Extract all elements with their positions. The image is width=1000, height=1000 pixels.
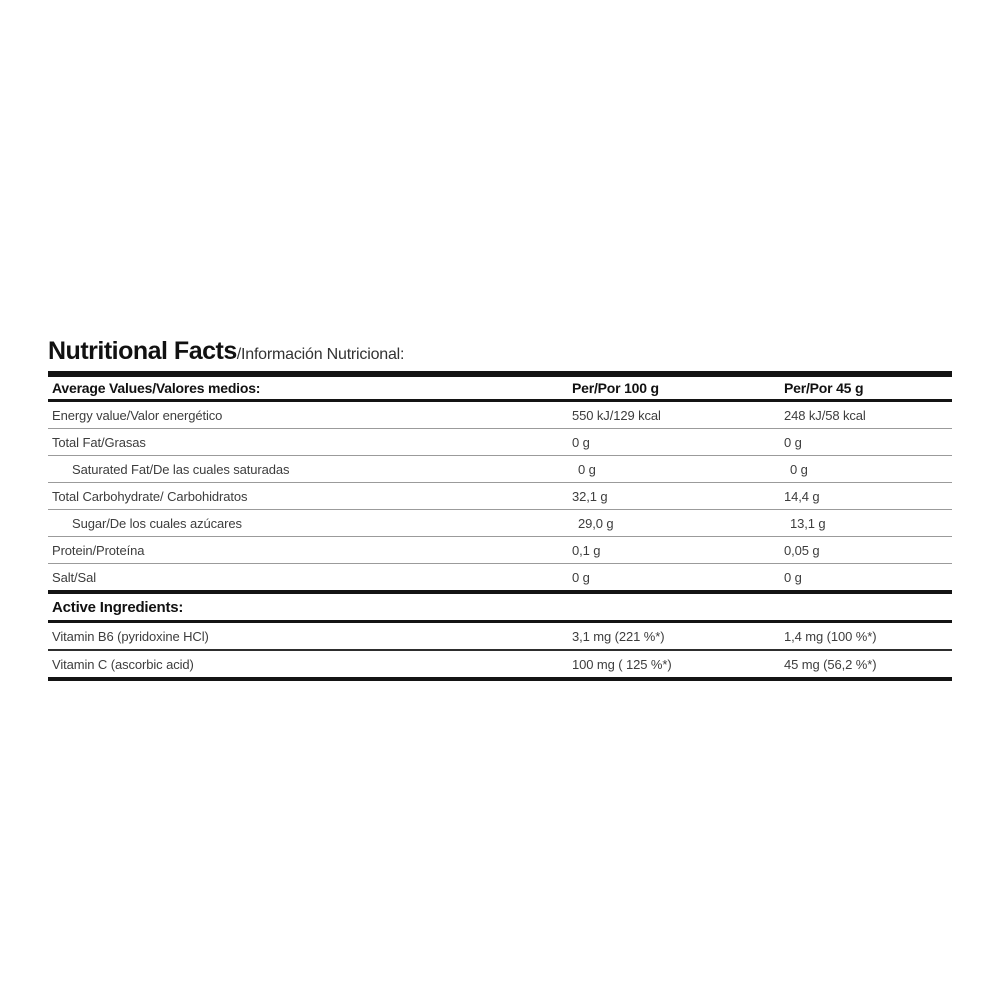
table-row-salt (48, 564, 952, 594)
active-ingredients-header (48, 594, 952, 623)
row-per45g-value: 45 mg (56,2 %*) (784, 656, 877, 672)
header-per-45g: Per/Por 45 g (784, 380, 864, 396)
active-ingredients-title: Active Ingredients: (52, 598, 184, 616)
row-label: Total Fat/Grasas (52, 434, 146, 450)
table-row-vitamin-c (48, 651, 952, 681)
row-per100g-value: 550 kJ/129 kcal (572, 407, 661, 423)
row-per100g-value: 32,1 g (572, 488, 608, 504)
row-per100g-value: 29,0 g (578, 515, 614, 531)
table-row-total-carbohydrate (48, 483, 952, 510)
row-per100g-value: 0 g (572, 434, 590, 450)
table-row-protein (48, 537, 952, 564)
row-per100g-value: 0,1 g (572, 542, 601, 558)
row-per45g-value: 0 g (784, 434, 802, 450)
row-per100g-value: 100 mg ( 125 %*) (572, 656, 672, 672)
table-row-energy (48, 402, 952, 429)
row-label: Protein/Proteína (52, 542, 145, 558)
table-row-vitamin-b6 (48, 623, 952, 651)
row-label: Energy value/Valor energético (52, 407, 223, 423)
row-per45g-value: 0 g (784, 569, 802, 585)
table-row-total-fat (48, 429, 952, 456)
table-row-sugar (48, 510, 952, 537)
row-label: Vitamin B6 (pyridoxine HCl) (52, 628, 209, 644)
header-per-100g: Per/Por 100 g (572, 380, 659, 396)
header-average-values: Average Values/Valores medios: (52, 380, 261, 396)
row-per45g-value: 1,4 mg (100 %*) (784, 628, 877, 644)
row-label: Saturated Fat/De las cuales saturadas (72, 461, 290, 477)
row-per45g-value: 14,4 g (784, 488, 820, 504)
row-per45g-value: 13,1 g (790, 515, 826, 531)
row-per100g-value: 0 g (578, 461, 596, 477)
row-label: Vitamin C (ascorbic acid) (52, 656, 194, 672)
table-header-row (48, 377, 952, 402)
title-english: Nutritional Facts (48, 337, 237, 365)
panel-title (48, 337, 952, 366)
table-row-saturated-fat (48, 456, 952, 483)
row-label: Salt/Sal (52, 569, 97, 585)
row-per100g-value: 0 g (572, 569, 590, 585)
nutrition-facts-panel (48, 337, 952, 681)
row-per45g-value: 0 g (790, 461, 808, 477)
row-per100g-value: 3,1 mg (221 %*) (572, 628, 665, 644)
row-label: Sugar/De los cuales azúcares (72, 515, 242, 531)
row-per45g-value: 0,05 g (784, 542, 820, 558)
row-per45g-value: 248 kJ/58 kcal (784, 407, 866, 423)
title-spanish: /Información Nutricional: (236, 346, 405, 363)
row-label: Total Carbohydrate/ Carbohidratos (52, 488, 248, 504)
